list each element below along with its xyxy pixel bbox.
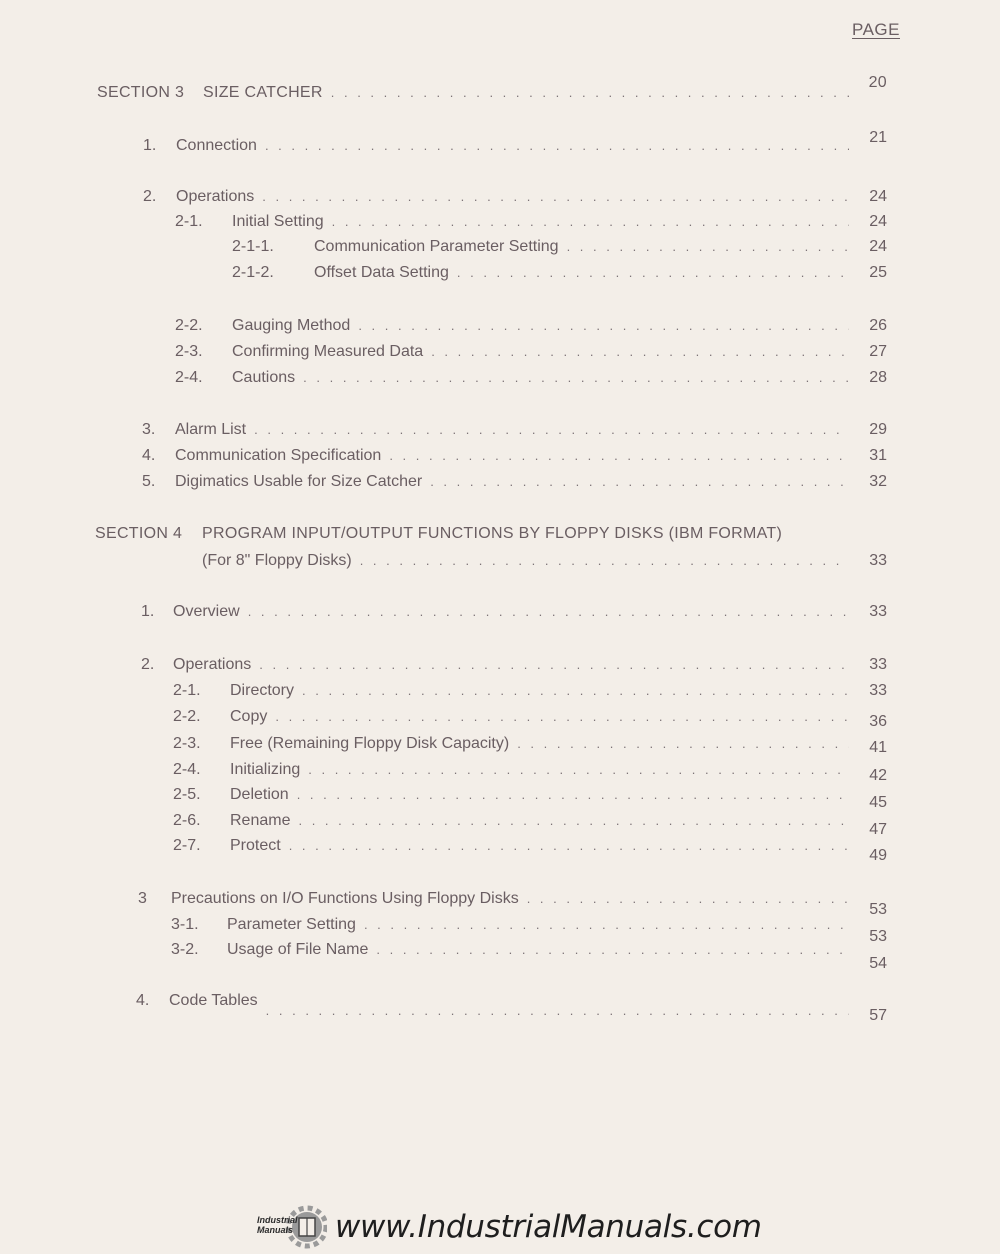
toc-title: Connection <box>176 137 257 154</box>
toc-number: 4. <box>142 447 156 464</box>
toc-page: 53 <box>869 901 887 918</box>
toc-title: Deletion <box>230 786 289 803</box>
toc-entry <box>143 188 887 210</box>
logo-line-2: Manuals <box>257 1225 294 1235</box>
toc-title: Directory <box>230 682 295 699</box>
toc-page: 45 <box>869 794 887 811</box>
toc-page: 41 <box>869 739 887 756</box>
toc-page: 29 <box>869 421 887 438</box>
toc-title: Initial Setting <box>232 213 324 230</box>
toc-page: 53 <box>869 928 887 945</box>
toc-entry <box>142 447 887 469</box>
toc-page: 33 <box>869 552 887 569</box>
toc-entry <box>173 786 887 811</box>
leader-dots <box>457 265 849 280</box>
toc-entry <box>232 238 887 260</box>
toc-page: 24 <box>869 188 887 205</box>
toc-number: SECTION 4 <box>95 525 183 542</box>
toc-entry <box>173 837 887 864</box>
toc-page: 49 <box>869 847 887 864</box>
toc-section-4 <box>95 525 887 547</box>
toc-page: 20 <box>868 74 887 91</box>
toc-page: 25 <box>869 264 887 281</box>
toc-entry <box>171 916 887 945</box>
toc-entry <box>175 213 887 235</box>
leader-dots <box>275 709 849 724</box>
toc-title: Rename <box>230 812 291 829</box>
toc-page: 54 <box>869 955 887 972</box>
leader-dots <box>303 370 849 385</box>
toc-page: 57 <box>869 1007 887 1024</box>
leader-dots <box>376 942 849 957</box>
leader-dots <box>266 1003 849 1018</box>
toc-entry <box>141 656 887 678</box>
toc-title: Digimatics Usable for Size Catcher <box>175 473 423 490</box>
leader-dots <box>265 138 849 153</box>
toc-page: 26 <box>869 317 887 334</box>
toc-title: Communication Specification <box>175 447 382 464</box>
toc-number: 5. <box>142 473 156 490</box>
toc-entry <box>173 761 887 783</box>
toc-number: 2-1-1. <box>232 238 274 255</box>
toc-title: Parameter Setting <box>227 916 356 933</box>
toc-page: 33 <box>869 682 887 699</box>
toc-entry <box>143 129 887 159</box>
toc-number: 3. <box>142 421 156 438</box>
toc-page: 24 <box>869 213 887 230</box>
watermark-footer <box>255 1204 762 1250</box>
toc-number: 4. <box>136 992 150 1009</box>
leader-dots <box>364 917 849 932</box>
toc-title: Cautions <box>232 369 296 386</box>
toc-title: PROGRAM INPUT/OUTPUT FUNCTIONS BY FLOPPY DISKS (IBM FORMAT) <box>202 525 783 542</box>
toc-page: 36 <box>869 713 887 730</box>
toc-entry <box>142 421 887 443</box>
toc-entry <box>136 992 887 1024</box>
toc-title: SIZE CATCHER <box>203 84 323 101</box>
toc-title: Initializing <box>230 761 301 778</box>
toc-number: 2. <box>141 656 155 673</box>
toc-entry <box>171 941 887 972</box>
toc-section-3 <box>97 74 887 106</box>
logo-wordmark <box>257 1215 298 1235</box>
leader-dots <box>331 85 849 100</box>
toc-number: 2. <box>143 188 157 205</box>
toc-entry <box>142 473 887 495</box>
leader-dots <box>297 787 849 802</box>
toc-number: 3-2. <box>171 941 199 958</box>
toc-title: Communication Parameter Setting <box>314 238 559 255</box>
leader-dots <box>259 657 849 672</box>
toc-entry <box>202 552 887 574</box>
leader-dots <box>431 344 849 359</box>
toc-number: 1. <box>141 603 155 620</box>
toc-page: 27 <box>869 343 887 360</box>
leader-dots <box>262 189 849 204</box>
industrial-manuals-logo <box>255 1205 327 1249</box>
leader-dots <box>308 762 849 777</box>
toc-number: 3 <box>138 890 147 907</box>
toc-title: Operations <box>173 656 252 673</box>
toc-title: Protect <box>230 837 281 854</box>
toc-entry <box>173 735 887 757</box>
toc-number: 2-4. <box>173 761 201 778</box>
toc-number: 2-6. <box>173 812 201 829</box>
leader-dots <box>289 838 849 853</box>
leader-dots <box>248 604 849 619</box>
toc-number: 2-1-2. <box>232 264 274 281</box>
toc-entry <box>175 317 887 339</box>
toc-number: 2-1. <box>175 213 203 230</box>
toc-number: 2-2. <box>175 317 203 334</box>
toc-entry <box>141 603 887 625</box>
toc-page: 28 <box>869 369 887 386</box>
toc-page: 47 <box>869 821 887 838</box>
toc-number: SECTION 3 <box>97 84 185 101</box>
toc-entry <box>173 812 887 838</box>
toc-title: Gauging Method <box>232 317 351 334</box>
toc-page: 32 <box>869 473 887 490</box>
toc-title: Copy <box>230 708 268 725</box>
toc-title: Offset Data Setting <box>314 264 449 281</box>
toc-title: (For 8" Floppy Disks) <box>202 552 352 569</box>
leader-dots <box>302 683 849 698</box>
toc-number: 2-2. <box>173 708 201 725</box>
toc-title: Confirming Measured Data <box>232 343 424 360</box>
leader-dots <box>254 422 849 437</box>
toc-page: 31 <box>869 447 887 464</box>
toc-title: Usage of File Name <box>227 941 369 958</box>
leader-dots <box>298 813 849 828</box>
toc-page: 42 <box>869 767 887 784</box>
leader-dots <box>567 239 849 254</box>
toc-number: 2-7. <box>173 837 201 854</box>
leader-dots <box>389 448 849 463</box>
toc-number: 2-3. <box>173 735 201 752</box>
toc-title: Overview <box>173 603 240 620</box>
toc-number: 2-1. <box>173 682 201 699</box>
toc-title: Alarm List <box>175 421 247 438</box>
toc-number: 2-5. <box>173 786 201 803</box>
watermark-url: www.IndustrialManuals.com <box>335 1209 762 1245</box>
toc-entry <box>173 708 887 730</box>
toc-title: Operations <box>176 188 255 205</box>
leader-dots <box>358 318 849 333</box>
logo-line-1: Industrial <box>257 1215 298 1225</box>
leader-dots <box>430 474 849 489</box>
toc-entry <box>175 343 887 365</box>
toc-number: 2-4. <box>175 369 203 386</box>
leader-dots <box>360 553 849 568</box>
toc-number: 1. <box>143 137 157 154</box>
page-column-header: PAGE <box>852 20 900 39</box>
toc-entry <box>173 682 887 704</box>
toc-title: Free (Remaining Floppy Disk Capacity) <box>230 735 510 752</box>
toc-entry <box>138 890 887 918</box>
toc-title: Precautions on I/O Functions Using Floppy Disks <box>171 890 519 907</box>
leader-dots <box>517 736 849 751</box>
toc-entry <box>232 264 887 286</box>
toc-page: 24 <box>869 238 887 255</box>
toc-number: 3-1. <box>171 916 199 933</box>
leader-dots <box>527 891 849 906</box>
toc-page: 33 <box>869 603 887 620</box>
toc-title: Code Tables <box>169 992 258 1009</box>
toc-number: 2-3. <box>175 343 203 360</box>
toc-entry <box>175 369 887 391</box>
toc-page: 21 <box>869 129 887 146</box>
toc-page: 33 <box>869 656 887 673</box>
leader-dots <box>332 214 849 229</box>
